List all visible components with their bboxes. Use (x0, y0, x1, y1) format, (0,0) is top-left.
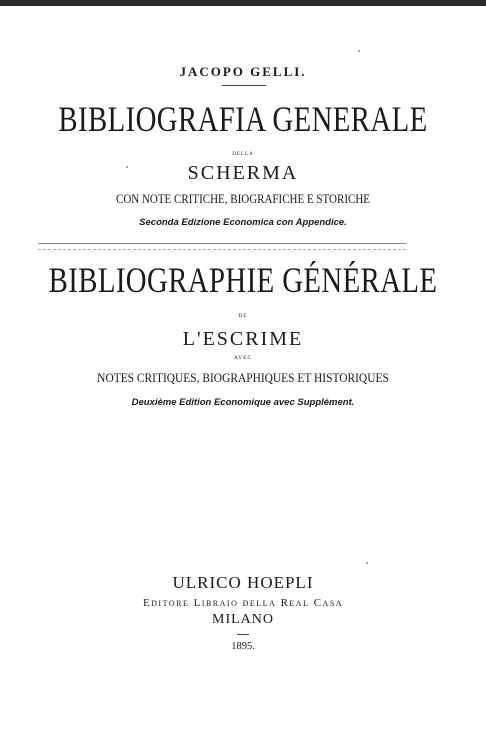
publisher-description: Editore Libraio della Real Casa (142, 597, 344, 609)
italian-subject: SCHERMA (187, 162, 299, 184)
paper-speck (126, 166, 128, 168)
section-divider (38, 243, 406, 250)
paper-speck (358, 50, 360, 52)
italian-edition: Seconda Edizione Economica con Appendice. (139, 217, 347, 228)
french-connector: DE (238, 314, 248, 319)
italian-title: BIBLIOGRAFIA GENERALE (58, 99, 428, 139)
title-page (0, 6, 486, 740)
paper-speck (366, 562, 368, 564)
french-edition: Deuxième Edition Economique avec Supplément. (131, 397, 355, 408)
publication-year: 1895. (231, 641, 255, 652)
italian-subtitle: CON NOTE CRITICHE, BIOGRAFICHE E STORICHE (115, 192, 371, 206)
publisher-city: MILANO (212, 612, 274, 627)
publisher-name: ULRICO HOEPLI (172, 573, 314, 592)
imprint-rule (237, 634, 249, 635)
french-connector-2: AVEC (233, 355, 253, 361)
french-subtitle: NOTES CRITIQUES, BIOGRAPHIQUES ET HISTORIQUES (97, 370, 389, 385)
author-rule (222, 85, 266, 86)
italian-connector: DELLA (232, 152, 254, 157)
french-subject: L'ESCRIME (182, 328, 304, 350)
author-name: JACOPO GELLI. (179, 64, 307, 79)
french-title: BIBLIOGRAPHIE GÉNÉRALE (48, 260, 438, 300)
